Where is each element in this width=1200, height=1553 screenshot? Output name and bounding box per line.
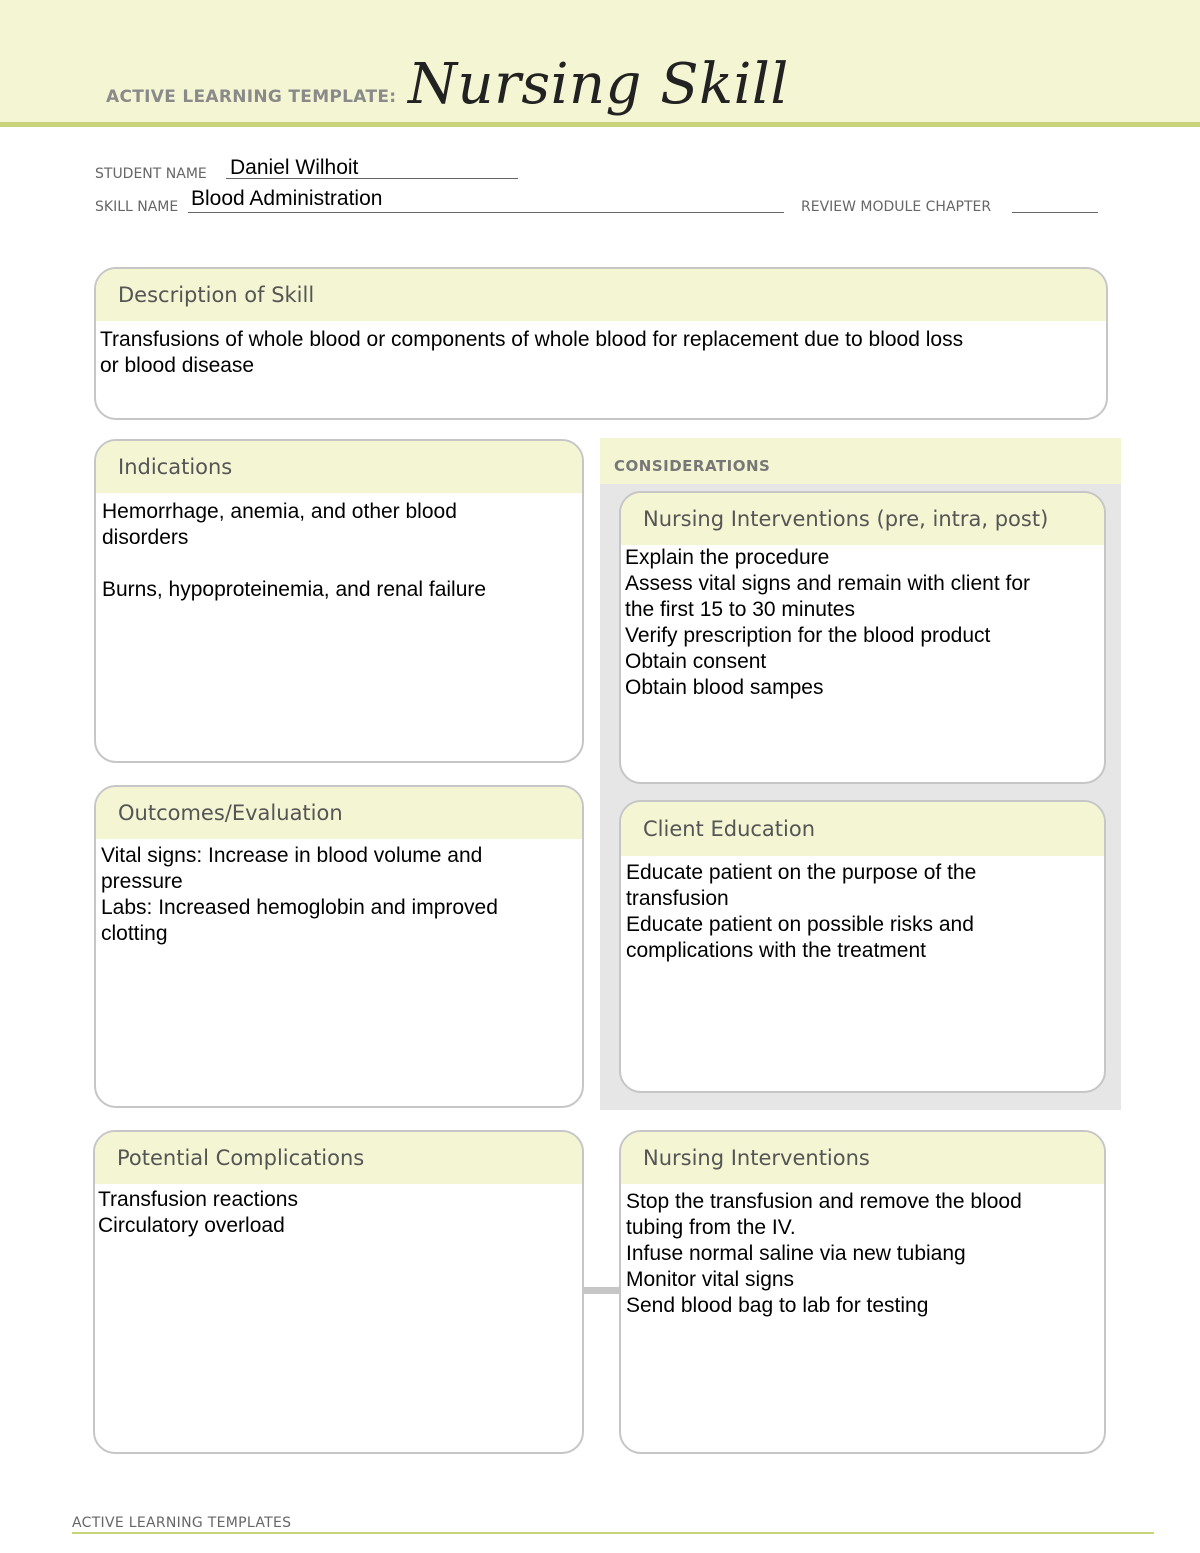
client-education-line: Educate patient on the purpose of the bbox=[626, 861, 977, 884]
outcomes-line: Labs: Increased hemoglobin and improved bbox=[101, 896, 498, 919]
description-box bbox=[94, 267, 1108, 420]
outcomes-line: Vital signs: Increase in blood volume and bbox=[101, 844, 483, 867]
indications-heading: Indications bbox=[96, 441, 582, 493]
header-rule bbox=[0, 122, 1200, 127]
nursing-interventions-pre-line: the first 15 to 30 minutes bbox=[625, 598, 855, 621]
review-module-label: REVIEW MODULE CHAPTER bbox=[801, 199, 992, 215]
nursing-interventions-heading: Nursing Interventions bbox=[621, 1132, 1104, 1184]
client-education-line: transfusion bbox=[626, 887, 729, 910]
client-education-heading: Client Education bbox=[621, 802, 1104, 856]
potential-complications-box bbox=[93, 1130, 584, 1454]
page-title: Nursing Skill bbox=[408, 52, 789, 117]
potential-complications-line: Transfusion reactions bbox=[98, 1188, 298, 1211]
indications-box bbox=[94, 439, 584, 763]
indications-line: disorders bbox=[102, 526, 189, 549]
student-name-label: STUDENT NAME bbox=[95, 166, 207, 182]
indications-line: Hemorrhage, anemia, and other blood bbox=[102, 500, 457, 523]
nursing-interventions-pre-body[interactable] bbox=[621, 545, 1104, 701]
footer-rule bbox=[72, 1532, 1154, 1534]
client-education-box bbox=[619, 800, 1106, 1093]
description-line: or blood disease bbox=[100, 354, 255, 377]
outcomes-box bbox=[94, 785, 584, 1108]
nursing-interventions-pre-line: Obtain consent bbox=[625, 650, 767, 673]
client-education-line: Educate patient on possible risks and bbox=[626, 913, 974, 936]
outcomes-body[interactable] bbox=[96, 839, 582, 947]
nursing-interventions-pre-line: Obtain blood sampes bbox=[625, 676, 824, 699]
nursing-interventions-line: Stop the transfusion and remove the blood bbox=[626, 1190, 1022, 1213]
nursing-interventions-line: Monitor vital signs bbox=[626, 1268, 795, 1291]
nursing-interventions-pre-line: Explain the procedure bbox=[625, 546, 830, 569]
skill-name-value[interactable]: Blood Administration bbox=[191, 187, 383, 210]
nursing-interventions-pre-box bbox=[619, 491, 1106, 784]
considerations-label: CONSIDERATIONS bbox=[614, 457, 771, 475]
indications-body[interactable] bbox=[96, 493, 582, 603]
outcomes-line: pressure bbox=[101, 870, 183, 893]
outcomes-line: clotting bbox=[101, 922, 168, 945]
skill-name-label: SKILL NAME bbox=[95, 199, 179, 215]
connector-bar bbox=[583, 1287, 621, 1294]
potential-complications-heading: Potential Complications bbox=[95, 1132, 582, 1184]
nursing-interventions-pre-line: Assess vital signs and remain with client for bbox=[625, 572, 1030, 595]
nursing-interventions-box bbox=[619, 1130, 1106, 1454]
skill-name-line[interactable] bbox=[188, 212, 784, 213]
review-module-line[interactable] bbox=[1012, 212, 1098, 213]
nursing-interventions-line: tubing from the IV. bbox=[626, 1216, 796, 1239]
indications-line: Burns, hypoproteinemia, and renal failure bbox=[102, 578, 487, 601]
nursing-interventions-line: Send blood bag to lab for testing bbox=[626, 1294, 929, 1317]
nursing-interventions-pre-line: Verify prescription for the blood product bbox=[625, 624, 991, 647]
potential-complications-body[interactable] bbox=[95, 1184, 582, 1239]
nursing-interventions-body[interactable] bbox=[621, 1184, 1104, 1319]
client-education-body[interactable] bbox=[621, 856, 1104, 964]
template-label: ACTIVE LEARNING TEMPLATE: bbox=[106, 87, 397, 107]
footer-label: ACTIVE LEARNING TEMPLATES bbox=[72, 1515, 292, 1531]
description-body[interactable] bbox=[96, 321, 1106, 379]
description-heading: Description of Skill bbox=[96, 269, 1106, 321]
client-education-line: complications with the treatment bbox=[626, 939, 926, 962]
nursing-interventions-pre-heading: Nursing Interventions (pre, intra, post) bbox=[621, 493, 1104, 545]
indications-gap bbox=[102, 551, 578, 577]
nursing-interventions-line: Infuse normal saline via new tubiang bbox=[626, 1242, 966, 1265]
student-name-value[interactable]: Daniel Wilhoit bbox=[230, 156, 359, 179]
outcomes-heading: Outcomes/Evaluation bbox=[96, 787, 582, 839]
description-line: Transfusions of whole blood or components of whole blood for replacement due to blood loss bbox=[100, 328, 964, 351]
potential-complications-line: Circulatory overload bbox=[98, 1214, 285, 1237]
